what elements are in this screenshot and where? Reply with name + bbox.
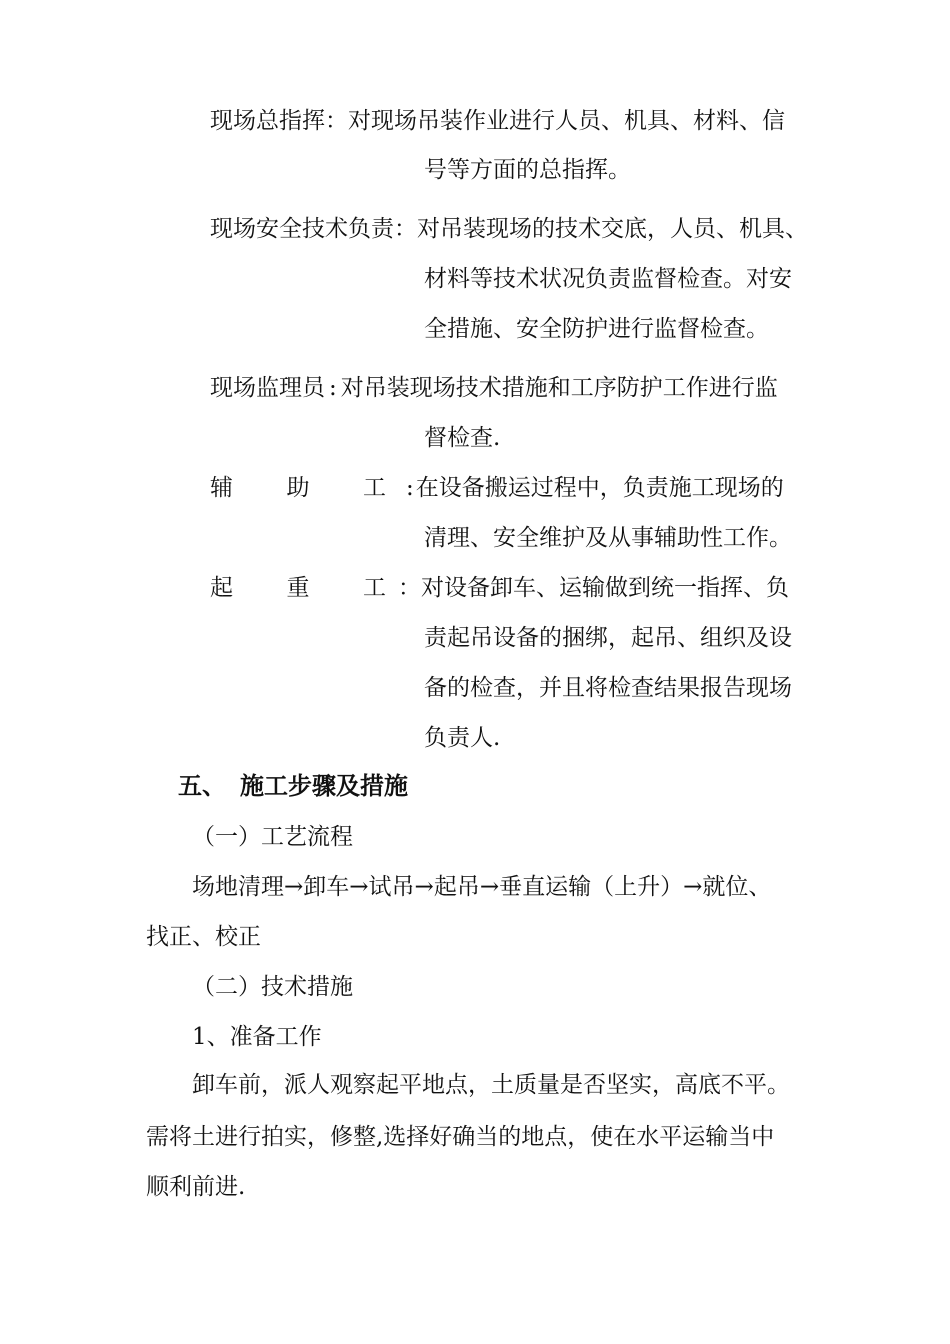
duty-role-assistant (210, 473, 386, 503)
duty-text-line: 在设备搬运过程中，负责施工现场的 (415, 475, 784, 501)
section-number: 五、 (178, 772, 226, 800)
duty-separator: ： (398, 575, 421, 601)
duty-role-char: 助 (286, 475, 310, 501)
duty-role-supervisor (210, 373, 778, 403)
flow-text-line: 场地清理→卸车→试吊→起吊→垂直运输（上升）→就位、 (192, 874, 772, 900)
duty-text-line: 督检查. (424, 425, 501, 451)
duty-text-line: 对现场吊装作业进行人员、机具、材料、信 (348, 108, 785, 134)
numbered-item-heading: 1、准备工作 (192, 1024, 322, 1050)
duty-role-label: 现场安全技术负责 (210, 216, 394, 242)
duty-separator: ： (394, 216, 417, 242)
duty-text-line: 责起吊设备的捆绑，起吊、组织及设 (424, 625, 792, 651)
duty-role-commander (210, 106, 785, 136)
duty-text-line: 全措施、安全防护进行监督检查。 (424, 316, 769, 342)
flow-text-line: 找正、校正 (146, 924, 261, 950)
duty-role-char: 重 (286, 575, 310, 601)
section-title: 施工步骤及措施 (240, 772, 408, 800)
duty-text-line: 对设备卸车、运输做到统一指挥、负 (421, 575, 789, 601)
paragraph-line: 卸车前，派人观察起平地点，土质量是否坚实，高底不平。 (192, 1072, 790, 1098)
paragraph-line: 需将土进行拍实，修整,选择好确当的地点，使在水平运输当中 (146, 1124, 775, 1150)
duty-role-char: 工 (363, 575, 386, 601)
duty-separator: ： (325, 108, 348, 134)
duty-text-line: 对吊装现场的技术交底，人员、机具、 (417, 216, 808, 242)
section-heading (178, 771, 408, 801)
duty-role-char: 工 (363, 475, 386, 501)
duty-role-rigger (210, 573, 386, 603)
duty-text-rigger (398, 573, 789, 603)
paragraph-line: 顺利前进. (146, 1174, 246, 1200)
duty-role-label: 现场总指挥 (210, 108, 325, 134)
duty-role-char: 辅 (210, 475, 233, 501)
duty-text-line: 号等方面的总指挥。 (424, 157, 631, 183)
subsection-heading: （一）工艺流程 (192, 824, 353, 850)
duty-separator: : (406, 475, 414, 501)
duty-text-line: 备的检查，并且将检查结果报告现场 (424, 675, 792, 701)
duty-text-assistant (406, 473, 784, 503)
duty-separator: : (329, 375, 337, 401)
duty-text-line: 材料等技术状况负责监督检查。对安 (424, 266, 792, 292)
duty-text-line: 负责人. (424, 725, 501, 751)
duty-text-line: 清理、安全维护及从事辅助性工作。 (424, 525, 792, 551)
duty-role-char: 起 (210, 575, 233, 601)
duty-text-line: 对吊装现场技术措施和工序防护工作进行监 (340, 375, 778, 401)
duty-role-safety (210, 214, 808, 244)
subsection-heading: （二）技术措施 (192, 974, 353, 1000)
duty-role-label: 现场监理员 (210, 375, 325, 401)
